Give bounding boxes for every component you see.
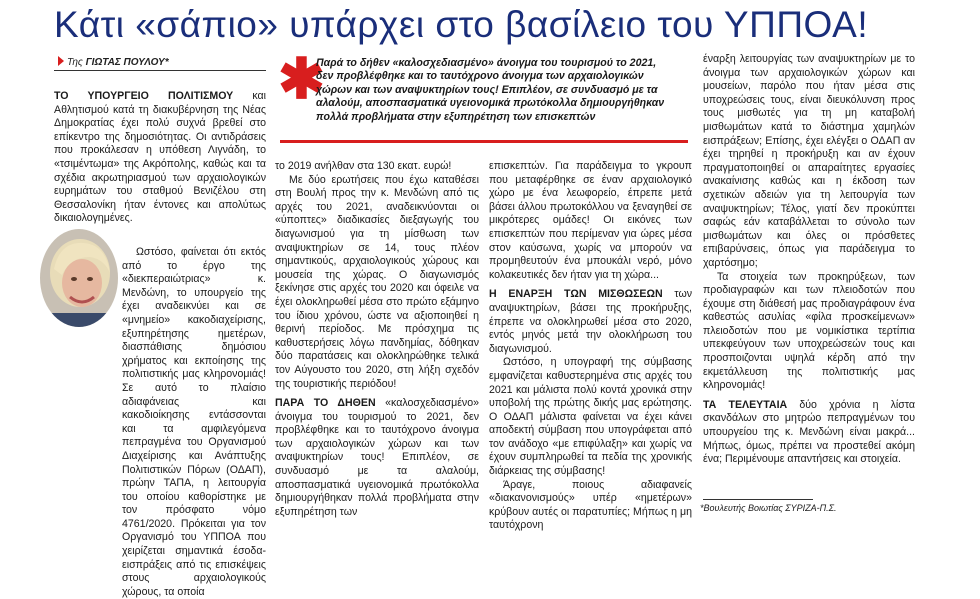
footnote: *Βουλευτής Βοιωτίας ΣΥΡΙΖΑ-Π.Σ. bbox=[700, 503, 837, 513]
asterisk-icon: ✱ bbox=[278, 47, 325, 110]
col3-paragraph-3: Ωστόσο, η υπογραφή της σύμβασης εμφανίζεται καθυστερημένα στις αρχές του 2021 και μάλιστα πολύ κοντά χρονικά στην υποβολή της πρώτης δικής μας ερώτησης. Ο ΟΔΑΠ μάλιστα φαίνεται να έχει κάνει αποδεκτή σύμβαση που υπογράφεται από τον ανάδοχο «με επιφύλαξη» και χωρίς να έχουν συμπληρωθεί τα πεδία της χρονικής διάρκειας της σύμβασης! bbox=[489, 356, 692, 478]
col1-paragraph-2: Ωστόσο, φαίνεται ότι εκτός από το έργο της «διεκπεραιώτριας» κ. Μενδώνη, το υπουργείο της έχει αναδεικνύει και σε «μνημείο» κακοδιαχείρισης, εξυπηρέτησης ημετέρων, διασπάθισης δημόσιου χρήματος και εκποίησης της πολιτιστικής μας κληρονομιάς! Σε αυτό το πλαίσιο αδιαφάνειας και κακοδιοίκησης εντάσσονται και τα αμφιλεγόμενα πεπραγμένα του Οργανισμού Διαχείρισης και Ανάπτυξης Πολιτιστικών Πόρων (ΟΔΑΠ), πρώην ΤΑΠΑ, η λειτουργία του οποίου καθορίστηκε με τον πρόσφατο νόμο 4761/2020. Πρόκειται για τον Οργανισμό του ΥΠΠΟΑ που χειρίζεται σημαντικά έσοδα-εισπράξεις από τις επισκέψεις στους αρχαιολογικούς χώρους, τα οποία bbox=[122, 246, 266, 598]
col4-paragraph-1: έναρξη λειτουργίας των αναψυκτηρίων με το άνοιγμα των αρχαιολογικών χώρων και μουσείων, παρόλο που ήταν μέσα στις υποχρεώσεις τους, είναι διευκόλυνση προς τους μισθωτές για τη μη καταβολή μισθωμάτων κατά το διάστημα χαμηλών εισπράξεων; Επίσης, έχει ελέγξει ο ΟΔΑΠ αν έχει τηρηθεί η προκήρυξη και αν έχουν πραγματοποιηθεί οι απαραίτητες εργασίες ανακαίνισης καθώς και η έκδοση των σχετικών αδειών για τη λειτουργία των αναψυκτηρίων; Τέλος, γιατί δεν προκύπτει σαφώς εάν καταβάλλεται το σύνολο των μισθωμάτων και όλες οι πρόσθετες επιβαρύνσεις, όπως για παράδειγμα το χαρτόσημο; bbox=[703, 53, 915, 269]
column-1-wrap bbox=[122, 246, 266, 599]
col2-paragraph-1: το 2019 ανήλθαν στα 130 εκατ. ευρώ! bbox=[275, 160, 452, 172]
col2-lead: ΠΑΡΑ ΤΟ ΔΗΘΕΝ bbox=[275, 397, 376, 410]
col4-paragraph-2: Τα στοιχεία των προκηρύξεων, των προδιαγραφών και των πλειοδοτών που έχουμε στη διάθεσή μας προδιαγράφουν ένα καθεστώς ασυλίας «φίλα προσκείμενων» πλειοδοτών που με νομικίστικα τερτίπια υπεκφεύγουν των υποχρεώσεών τους και προσποιζονται υψηλά κέρδη από την εκμετάλλευση της πολιτιστικής μας κληρονομιάς! bbox=[703, 270, 915, 392]
col4-text-3: δύο χρόνια η λίστα σκανδάλων στο μητρώο πεπραγμένων του υπουργείου της κ. Μενδώνη είναι μακρά... Μήπως, όμως, πρέπει να προστεθεί ακόμη ένα; Περιμένουμε απαντήσεις και στοιχεία. bbox=[703, 398, 915, 466]
col3-lead: Η ΕΝΑΡΞΗ ΤΩΝ ΜΙΣΘΩΣΕΩΝ bbox=[489, 288, 663, 301]
pullquote-rule bbox=[280, 140, 688, 143]
pullquote-text: Παρά το δήθεν «καλοσχεδιασμένο» άνοιγμα του τουρισμού το 2021, δεν προβλέφθηκε και το ταυτόχρονο άνοιγμα των αρχαιολογικών χώρων και των αναψυκτηρίων τους! Επιπλέον, σε συνδυασμό με τα αλαλούμ, αποσπασματικά υγειονομικά πρωτόκολλα δημιουργήθηκαν πολλά προβλήματα στην εξυπηρέτηση των επισκεπτών bbox=[316, 57, 665, 123]
col1-text-1: και Αθλητισμού κατά τη διακυβέρνηση της Νέας Δημοκρατίας έχει πολύ συχνά βρεθεί στο επίκεντρο της δημοσιότητας. Οι αντιδράσεις που προκάλεσαν η υπόθεση Λιγνάδη, το «τσιμέντωμα» της Ακρόπολης, καθώς και τα σχέδια ακρωτηριασμού των αρχαιολογικών ευρημάτων του σταθμού Βενιζέλου στη Θεσσαλονίκη ήταν έντονες και απολύτως δικαιολογημένες. bbox=[54, 90, 266, 225]
byline-author: ΓΙΩΤΑΣ ΠΟΥΛΟΥ* bbox=[85, 57, 169, 68]
col3-paragraph-4: Άραγε, ποιους αδιαφανείς «διακανονισμούς» υπέρ «ημετέρων» κρύβουν αυτές οι παρατυπίες; Μήπως η μη ταυτόχρονη bbox=[489, 478, 693, 532]
column-2 bbox=[275, 160, 479, 519]
col1-paragraph-1 bbox=[54, 90, 266, 226]
author-portrait-icon bbox=[40, 229, 118, 327]
byline-prefix: Της bbox=[67, 57, 83, 68]
byline bbox=[58, 56, 169, 68]
footnote-rule bbox=[703, 499, 813, 500]
col2-text-3: «καλοσχεδιασμένο» άνοιγμα του τουρισμού το 2021, δεν προβλέφθηκε και το ταυτόχρονο άνοιγμα των αρχαιολογικών χώρων και των αναψυκτηρίων τους! Επιπλέον, σε συνδυασμό με τα αλαλούμ, αποσπασματικά υγειονομικά πρωτόκολλα δημιουργήθηκαν πολλά προβλήματα στην εξυπηρέτηση των bbox=[275, 397, 479, 518]
col4-paragraph-3 bbox=[703, 399, 915, 467]
column-1 bbox=[54, 90, 266, 226]
headline: Κάτι «σάπιο» υπάρχει στο βασίλειο του ΥΠΠΟΑ! bbox=[54, 4, 869, 45]
col3-text-2: των αναψυκτηρίων, βάσει της προκήρυξης, έπρεπε να ολοκληρωθεί μέσα στο 2020, εντός μηνός μετά την ολοκλήρωση του διαγωνισμού. bbox=[489, 288, 693, 355]
author-photo bbox=[40, 229, 118, 327]
column-4 bbox=[703, 53, 915, 467]
col1-lead: ΤΟ ΥΠΟΥΡΓΕΙΟ ΠΟΛΙΤΙΣΜΟΥ bbox=[54, 90, 234, 102]
pullquote bbox=[278, 47, 678, 145]
byline-marker-icon bbox=[58, 56, 64, 66]
byline-rule bbox=[54, 70, 266, 71]
col2-paragraph-3 bbox=[275, 397, 479, 519]
col3-paragraph-1: επισκεπτών. Για παράδειγμα το γκρουπ που μεταφέρθηκε σε έναν αρχαιολογικό χώρο με ένα λεωφορείο, έπρεπε μετά βάσει άλλου πρωτοκόλλου να ξεναγηθεί σε μικρότερες ομάδες! Οι εικόνες των επισκεπτών που περίμεναν για ώρες μέσα στον καύσωνα, χωρίς να μπορούν να προμηθευτούν ένα μπουκάλι νερό, μόνο κολακευτικές δεν ήταν για τη χώρα... bbox=[489, 160, 692, 281]
column-3 bbox=[489, 160, 692, 533]
col2-paragraph-2: Με δύο ερωτήσεις που έχω καταθέσει στη Βουλή προς την κ. Μενδώνη από τις αρχές του 2021, αναδεικνύονται οι «ύποπτες» διαδικασίες διεξαγωγής του διαγωνισμού για τη μίσθωση των αναψυκτηρίων σε 14, τους πλέον σημαντικούς, αρχαιολογικούς χώρους και μουσεία της χώρας. Ο διαγωνισμός ξεκίνησε στις αρχές του 2020 και όφειλε να έχει ολοκληρωθεί μέσα στο πρώτο εξάμηνο του ίδιου χρόνου, ώστε να αξιοποιηθεί η θερινή περίοδος. Με πρόσχημα τις καθυστερήσεις λόγω πανδημίας, δόθηκαν δύο παρατάσεις και ολοκληρώθηκε τελικά τον Αύγουστο του 2020, στη λήξη σχεδόν της τουριστικής περιόδου! bbox=[275, 173, 479, 390]
col4-lead: ΤΑ ΤΕΛΕΥΤΑΙΑ bbox=[703, 398, 788, 411]
col3-paragraph-2 bbox=[489, 288, 692, 356]
